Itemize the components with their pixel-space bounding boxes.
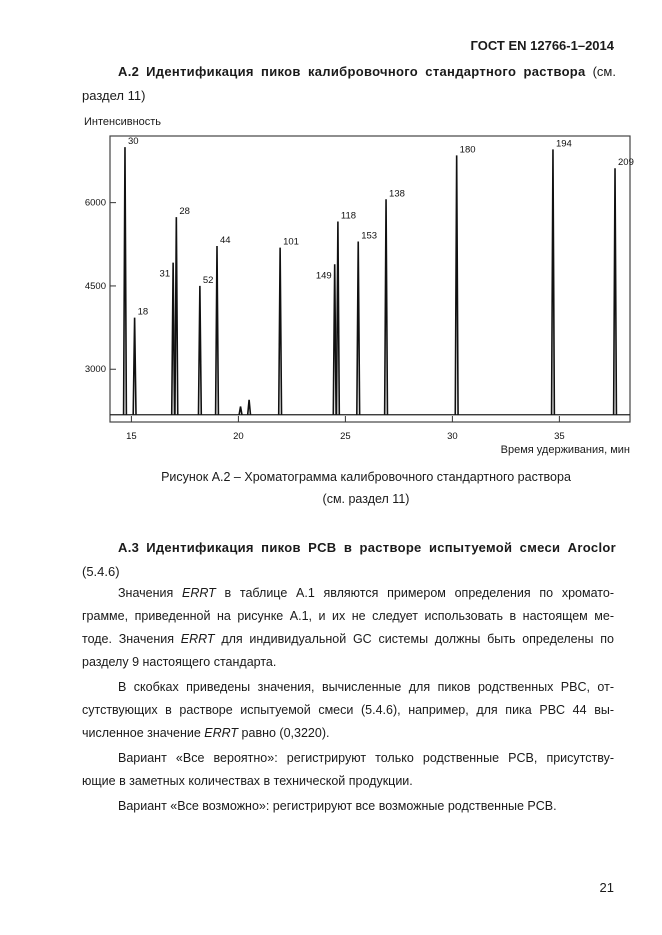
figure-caption-line1: Рисунок А.2 – Хроматограмма калибровочного стандартного раствора: [161, 470, 571, 484]
peak-label-149: 149: [315, 270, 332, 282]
peak-label-52: 52: [202, 274, 214, 286]
paragraph-brackets-line2: сутствующих в растворе испытуемой смеси (5.4.6), например, для пика PBC 44 вы-: [82, 703, 614, 717]
peak-18: [133, 318, 136, 415]
section-a3-heading: [82, 536, 616, 584]
peak-label-101: 101: [283, 236, 299, 248]
peak-label-118: 118: [340, 210, 357, 222]
standard-number: ГОСТ EN 12766-1–2014: [470, 38, 614, 53]
peak-31: [172, 263, 175, 415]
section-a3-title: Идентификация пиков PCB в растворе испытуемой смеси Aroclor: [146, 540, 616, 555]
peak-153: [357, 242, 360, 415]
paragraph-errt-line3: тоде. Значения ERRT для индивидуальной GC системы должны быть определены по: [82, 632, 614, 646]
peak-209: [614, 168, 617, 415]
peak-118: [337, 222, 340, 415]
peak-label-18: 18: [137, 306, 149, 318]
section-a2-number: А.2: [118, 64, 140, 79]
peak-28: [175, 217, 178, 415]
peak-label-209: 209: [618, 157, 634, 169]
peak-label-180: 180: [459, 144, 476, 156]
x-tick-label-25: 25: [340, 431, 351, 442]
peak-30: [124, 147, 127, 415]
chart-y-axis-label: Интенсивность: [84, 116, 162, 128]
ticks-layer: [85, 198, 565, 442]
figure-caption: [82, 466, 650, 510]
paragraph-brackets-line3: численное значение ERRT равно (0,3220).: [82, 726, 330, 740]
page-number: 21: [599, 880, 614, 895]
peak-44: [216, 246, 219, 415]
section-a2-title: Идентификация пиков калибровочного стандартного раствора: [146, 64, 586, 79]
paragraph-variant-probable-line2: ющие в заметных количествах в технической продукции.: [82, 774, 413, 788]
peak-180: [455, 155, 458, 414]
section-a2-ref-part2: раздел 11): [82, 88, 146, 103]
peak-149: [333, 264, 336, 414]
paragraph-errt-line4: разделу 9 настоящего стандарта.: [82, 655, 277, 669]
paragraph-brackets-line1: В скобках приведены значения, вычисленные для пиков родственных PBC, от-: [118, 680, 614, 694]
peak-52: [198, 286, 201, 415]
figure-caption-line2: (см. раздел 11): [322, 492, 410, 506]
peaks-layer: [110, 136, 634, 415]
y-tick-label-6000: 6000: [84, 197, 106, 209]
peak-label-44: 44: [219, 234, 231, 246]
peak-label-31: 31: [159, 268, 171, 280]
y-tick-label-4500: 4500: [84, 280, 106, 292]
section-a3-ref: (5.4.6): [82, 564, 120, 579]
peak-label-153: 153: [361, 230, 378, 242]
x-tick-label-35: 35: [554, 431, 565, 442]
section-a2-ref-part1: (см.: [592, 64, 616, 79]
paragraph-variant-probable-line1: Вариант «Все вероятно»: регистрируют только родственные PCB, присутству-: [118, 751, 614, 765]
peak-label-30: 30: [127, 136, 139, 148]
peak-label-194: 194: [555, 138, 572, 150]
peak-101: [279, 248, 282, 415]
paragraph-errt-line1: Значения ERRT в таблице А.1 являются примером определения по хромато-: [118, 586, 614, 600]
section-a3-number: А.3: [118, 540, 140, 555]
x-tick-label-20: 20: [233, 431, 244, 442]
y-tick-label-3000: 3000: [84, 364, 106, 376]
paragraph-errt-line2: грамме, приведенной на рисунке А.1, и их не следует использовать в настоящем ме-: [82, 609, 614, 623]
peak-minor-6: [239, 406, 242, 414]
paragraph-variant-possible: Вариант «Все возможно»: регистрируют все возможные родственные PCB.: [118, 799, 557, 813]
peak-138: [385, 199, 388, 414]
x-tick-label-15: 15: [126, 431, 137, 442]
peak-label-138: 138: [389, 188, 405, 200]
chart-x-axis-label: Время удерживания, мин: [500, 444, 630, 456]
peak-194: [552, 149, 555, 414]
section-a3-body: [82, 582, 614, 818]
peak-label-28: 28: [179, 206, 190, 218]
x-tick-label-30: 30: [447, 431, 458, 442]
peak-minor-7: [248, 400, 251, 415]
